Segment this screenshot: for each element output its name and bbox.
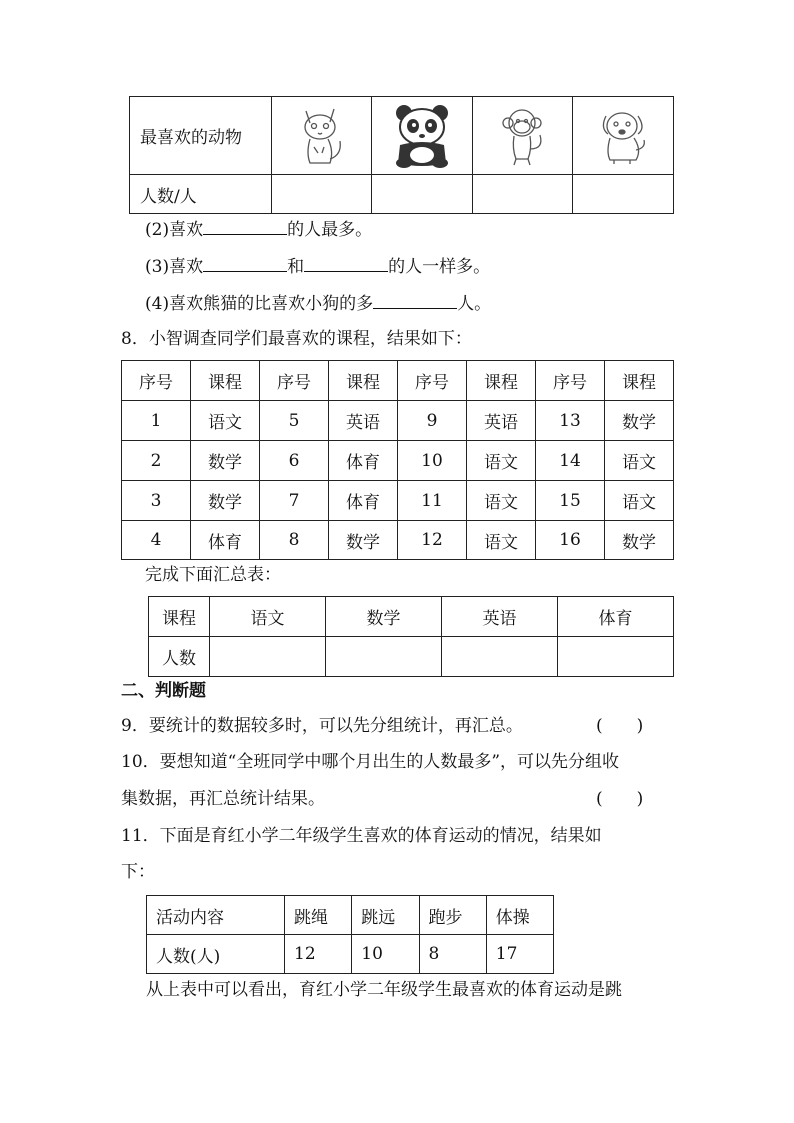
sports-value-cell: 10 bbox=[352, 935, 419, 974]
table-cell: 2 bbox=[122, 441, 191, 481]
header-cell: 课程 bbox=[467, 361, 536, 401]
table-cell: 9 bbox=[398, 401, 467, 441]
table-cell: 数学 bbox=[329, 521, 398, 560]
table-row bbox=[122, 401, 674, 441]
summary-header-cell: 体育 bbox=[558, 597, 674, 637]
section-title: 二、判断题 bbox=[121, 681, 206, 701]
table-row bbox=[122, 481, 674, 521]
table-cell: 语文 bbox=[467, 521, 536, 560]
puppy-icon bbox=[596, 106, 650, 166]
monkey-icon bbox=[500, 105, 546, 167]
q8-text: 8．小智调查同学们最喜欢的课程，结果如下： bbox=[121, 329, 472, 349]
animal-row-label: 最喜欢的动物 bbox=[130, 97, 272, 175]
summary-answer-cell[interactable] bbox=[558, 637, 674, 677]
table-cell: 13 bbox=[536, 401, 605, 441]
table-cell: 语文 bbox=[191, 401, 260, 441]
sports-count-row bbox=[147, 935, 554, 974]
panda-cell bbox=[372, 97, 473, 175]
table-cell: 14 bbox=[536, 441, 605, 481]
header-cell: 课程 bbox=[605, 361, 674, 401]
table-cell: 7 bbox=[260, 481, 329, 521]
sports-header-cell: 体操 bbox=[486, 896, 553, 935]
q11-line1: 11．下面是育红小学二年级学生喜欢的体育运动的情况，结果如 bbox=[121, 826, 602, 846]
table-cell: 15 bbox=[536, 481, 605, 521]
summary-answer-cell[interactable] bbox=[326, 637, 442, 677]
q7-3-blank-b[interactable] bbox=[304, 253, 388, 272]
table-cell: 体育 bbox=[329, 481, 398, 521]
table-cell: 语文 bbox=[467, 481, 536, 521]
q9-answer-paren[interactable]: ( ) bbox=[596, 716, 644, 736]
table-cell: 16 bbox=[536, 521, 605, 560]
summary-prompt: 完成下面汇总表： bbox=[145, 565, 281, 585]
table-cell: 数学 bbox=[191, 441, 260, 481]
header-cell: 序号 bbox=[122, 361, 191, 401]
header-cell: 序号 bbox=[260, 361, 329, 401]
header-cell: 课程 bbox=[191, 361, 260, 401]
table-cell: 6 bbox=[260, 441, 329, 481]
course-table-header bbox=[122, 361, 674, 401]
header-cell: 课程 bbox=[329, 361, 398, 401]
table-cell: 数学 bbox=[605, 401, 674, 441]
summary-header-row bbox=[149, 597, 674, 637]
table-cell: 4 bbox=[122, 521, 191, 560]
q7-2-blank[interactable] bbox=[203, 216, 287, 235]
q11-conclusion: 从上表中可以看出，育红小学二年级学生最喜欢的体育运动是跳 bbox=[146, 980, 622, 1000]
q7-3-blank-a[interactable] bbox=[203, 253, 287, 272]
table-cell: 10 bbox=[398, 441, 467, 481]
summary-answer-cell[interactable] bbox=[442, 637, 558, 677]
summary-answer-cell[interactable] bbox=[210, 637, 326, 677]
table-cell: 数学 bbox=[191, 481, 260, 521]
table-cell: 数学 bbox=[605, 521, 674, 560]
panda-icon bbox=[392, 103, 452, 169]
sports-header-cell: 跑步 bbox=[419, 896, 486, 935]
table-cell: 语文 bbox=[467, 441, 536, 481]
sports-header-row bbox=[147, 896, 554, 935]
table-cell: 12 bbox=[398, 521, 467, 560]
monkey-count-cell[interactable] bbox=[472, 175, 572, 214]
q7-4-blank[interactable] bbox=[373, 290, 457, 309]
table-cell: 英语 bbox=[467, 401, 536, 441]
puppy-count-cell[interactable] bbox=[573, 175, 674, 214]
cat-cell bbox=[271, 97, 371, 175]
summary-header-cell: 英语 bbox=[442, 597, 558, 637]
table-cell: 3 bbox=[122, 481, 191, 521]
sports-table bbox=[146, 895, 554, 974]
sports-header-cell: 跳绳 bbox=[285, 896, 352, 935]
q7-sub-2: (2)喜欢 的人最多。 bbox=[145, 216, 372, 242]
q7-sub-4: (4)喜欢熊猫的比喜欢小狗的多 人。 bbox=[145, 290, 491, 316]
q11-line2: 下： bbox=[121, 862, 155, 882]
summary-header-cell: 语文 bbox=[210, 597, 326, 637]
sports-row-label: 人数(人) bbox=[147, 935, 285, 974]
table-cell: 8 bbox=[260, 521, 329, 560]
table-cell: 语文 bbox=[605, 481, 674, 521]
summary-header-cell: 数学 bbox=[326, 597, 442, 637]
cat-count-cell[interactable] bbox=[271, 175, 371, 214]
q7-sub-3: (3)喜欢 和 的人一样多。 bbox=[145, 253, 490, 279]
summary-count-row bbox=[149, 637, 674, 677]
table-cell: 1 bbox=[122, 401, 191, 441]
header-cell: 序号 bbox=[398, 361, 467, 401]
header-cell: 序号 bbox=[536, 361, 605, 401]
table-cell: 11 bbox=[398, 481, 467, 521]
table-cell: 体育 bbox=[329, 441, 398, 481]
sports-header-cell: 跳远 bbox=[352, 896, 419, 935]
table-cell: 5 bbox=[260, 401, 329, 441]
puppy-cell bbox=[573, 97, 674, 175]
summary-table bbox=[148, 596, 674, 677]
sports-value-cell: 8 bbox=[419, 935, 486, 974]
sports-value-cell: 17 bbox=[486, 935, 553, 974]
cat-icon bbox=[296, 103, 346, 169]
summary-header-cell: 课程 bbox=[149, 597, 210, 637]
table-cell: 体育 bbox=[191, 521, 260, 560]
q10-line2: 集数据，再汇总统计结果。 bbox=[121, 789, 325, 809]
q9-text: 9．要统计的数据较多时，可以先分组统计，再汇总。 bbox=[121, 716, 523, 736]
sports-header-cell: 活动内容 bbox=[147, 896, 285, 935]
table-cell: 语文 bbox=[605, 441, 674, 481]
table-cell: 英语 bbox=[329, 401, 398, 441]
monkey-cell bbox=[472, 97, 572, 175]
animal-table bbox=[129, 96, 674, 214]
sports-value-cell: 12 bbox=[285, 935, 352, 974]
panda-count-cell[interactable] bbox=[372, 175, 473, 214]
q10-answer-paren[interactable]: ( ) bbox=[596, 789, 644, 809]
table-row bbox=[122, 521, 674, 560]
summary-row-label: 人数 bbox=[149, 637, 210, 677]
course-table bbox=[121, 360, 674, 560]
table-row bbox=[122, 441, 674, 481]
count-row-label: 人数/人 bbox=[130, 175, 272, 214]
q10-line1: 10．要想知道“全班同学中哪个月出生的人数最多”，可以先分组收 bbox=[121, 752, 620, 772]
